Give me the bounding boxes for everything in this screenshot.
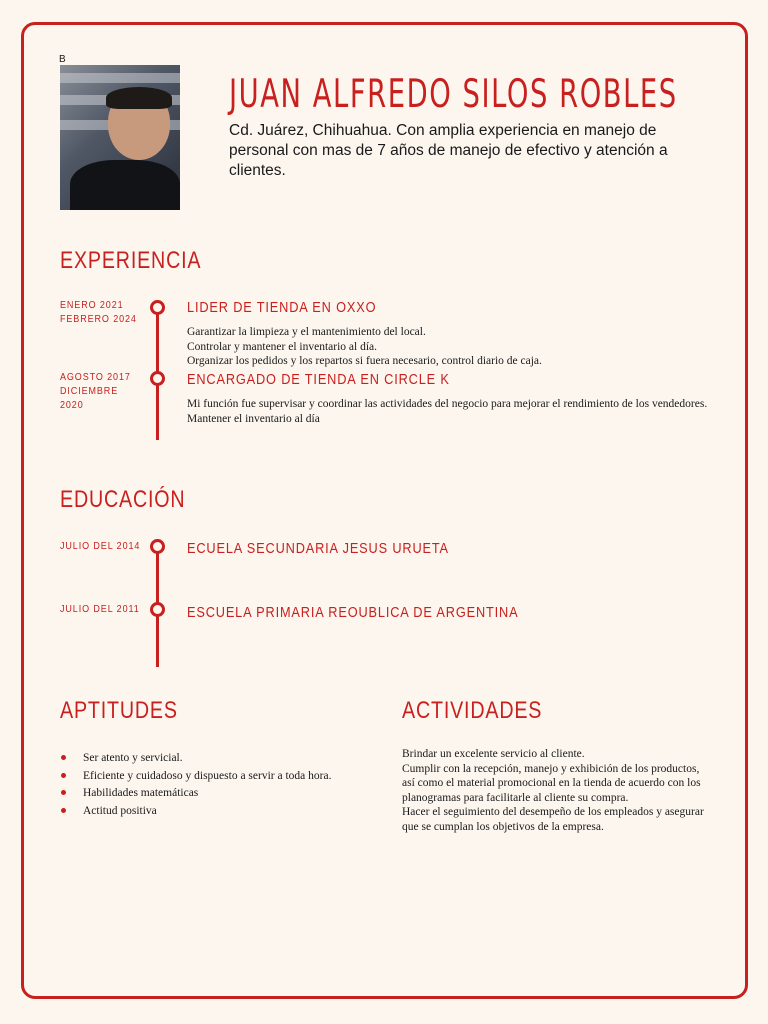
- candidate-name: JUAN ALFREDO SILOS ROBLES: [229, 72, 678, 117]
- school-title-1: ECUELA SECUNDARIA JESUS URUETA: [187, 540, 449, 557]
- job-title-2: ENCARGADO DE TIENDA EN CIRCLE K: [187, 371, 450, 388]
- list-item: Eficiente y cuidadoso y dispuesto a servir a toda hora.: [60, 768, 331, 786]
- education-date-2: JULIO DEL 2011: [60, 604, 140, 615]
- education-heading: EDUCACIÓN: [60, 486, 186, 513]
- activities-heading: ACTIVIDADES: [402, 697, 543, 724]
- activities-text: Brindar un excelente servicio al cliente. Cumplir con la recepción, manejo y exhibición de los productos, así como el material promocional en la tienda de acuerdo con los planogramas para facilitarle al cliente su compra. Hacer el seguimiento del desempeño de los empleados y asegurar que se cumplan los objetivos de la empresa.: [402, 748, 704, 833]
- timeline-dot: [150, 602, 165, 617]
- list-item: Actitud positiva: [60, 803, 331, 821]
- timeline-dot: [150, 371, 165, 386]
- skills-heading: APTITUDES: [60, 697, 178, 724]
- profile-photo: [60, 65, 180, 210]
- stray-mark: B: [59, 54, 66, 65]
- school-title-2: ESCUELA PRIMARIA REOUBLICA DE ARGENTINA: [187, 604, 519, 621]
- skills-list: [60, 750, 331, 820]
- experience-date-1: ENERO 2021 FEBRERO 2024: [60, 300, 137, 325]
- experience-heading: EXPERIENCIA: [60, 247, 202, 274]
- job-description-2: Mi función fue supervisar y coordinar las actividades del negocio para mejorar el rendimiento de los vendedores. Mantener el inventario al día: [187, 398, 708, 425]
- job-title-1: LIDER DE TIENDA EN OXXO: [187, 299, 377, 316]
- list-item: Ser atento y servicial.: [60, 750, 331, 768]
- list-item: Habilidades matemáticas: [60, 785, 331, 803]
- timeline-dot: [150, 300, 165, 315]
- timeline-dot: [150, 539, 165, 554]
- job-description-1: Garantizar la limpieza y el mantenimiento del local. Controlar y mantener el inventario al día. Organizar los pedidos y los repartos si fuera necesario, control diario de caja.: [187, 326, 542, 367]
- intro-text: Cd. Juárez, Chihuahua. Con amplia experiencia en manejo de personal con mas de 7 años de manejo de efectivo y atención a clientes.: [229, 122, 668, 179]
- education-date-1: JULIO DEL 2014: [60, 541, 141, 552]
- experience-date-2: AGOSTO 2017 DICIEMBRE 2020: [60, 372, 131, 411]
